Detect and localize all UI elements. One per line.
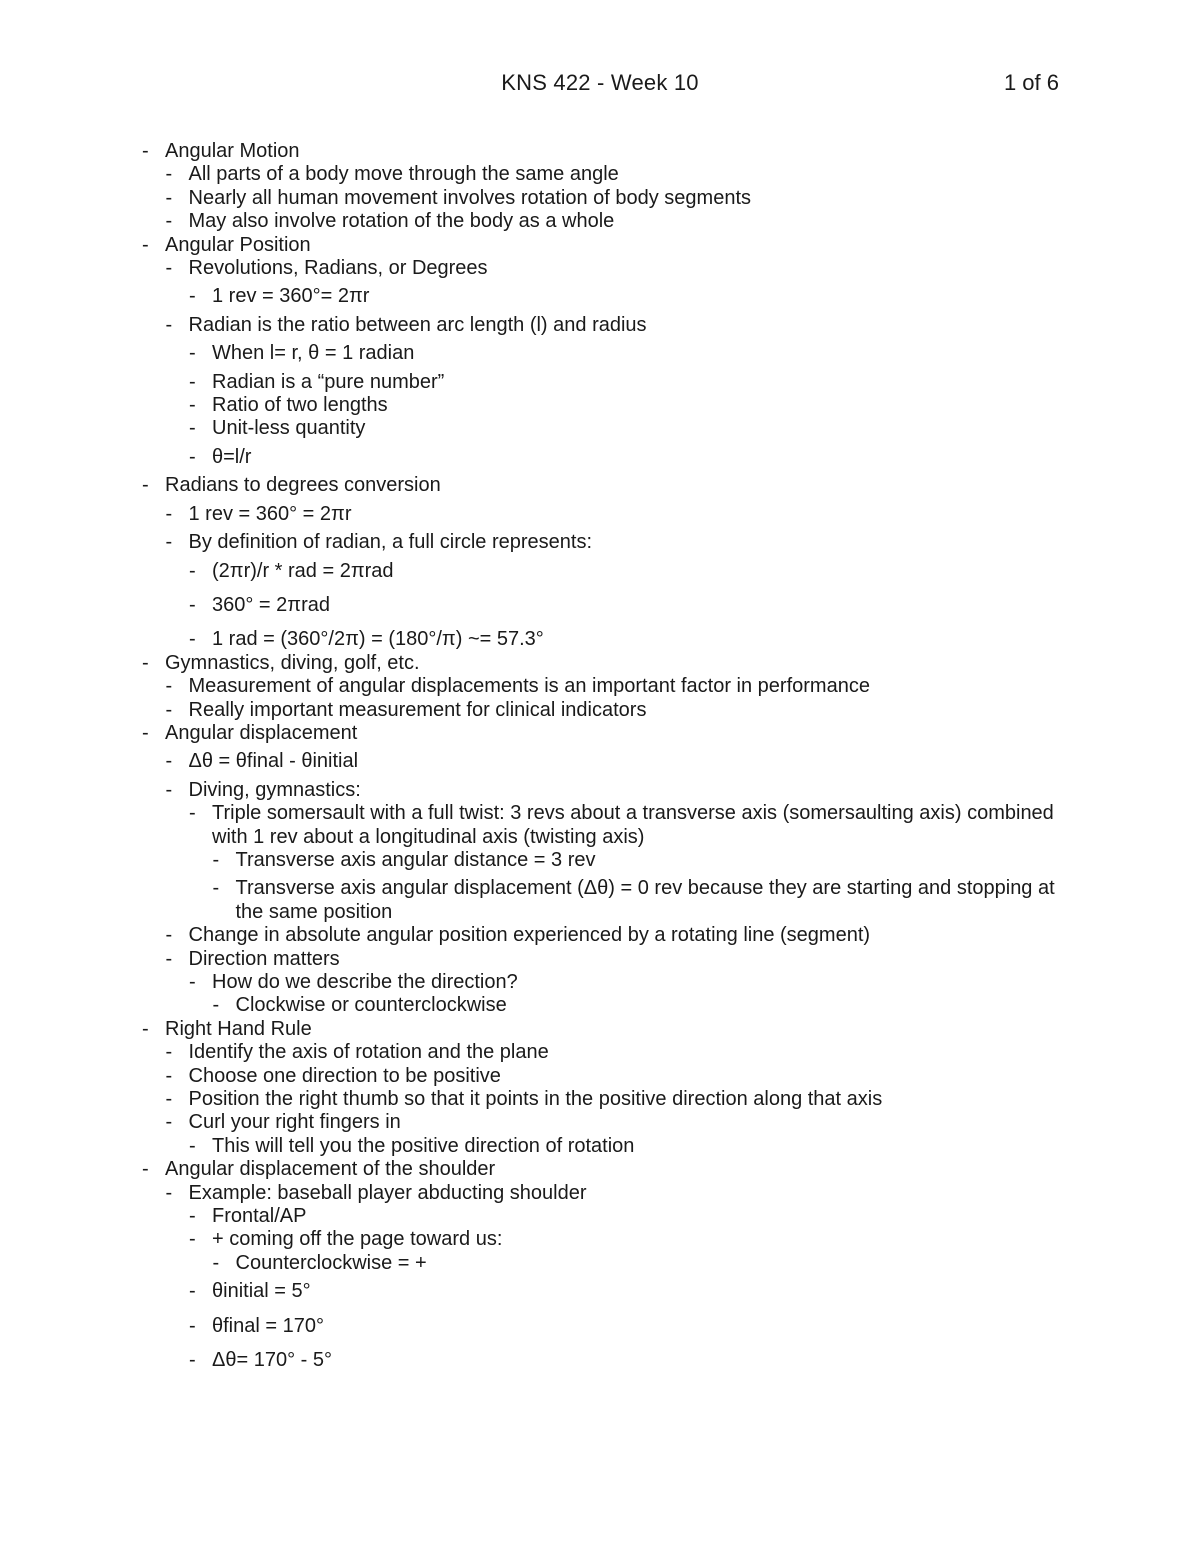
outline-item xyxy=(142,675,1072,698)
bullet-dash: - xyxy=(142,1158,149,1181)
bullet-dash: - xyxy=(212,848,220,871)
outline-text: Really important measurement for clinical indicators xyxy=(188,698,647,721)
outline-item xyxy=(142,1158,1072,1181)
outline-item xyxy=(142,474,1072,497)
outline-text: 1 rev = 360° = 2πr xyxy=(188,502,352,525)
outline-text: 1 rev = 360°= 2πr xyxy=(212,285,370,308)
outline-text: θfinal = 170° xyxy=(212,1314,324,1337)
outline-item xyxy=(142,560,1072,583)
outline-item xyxy=(142,1041,1072,1064)
outline-item xyxy=(142,1228,1072,1251)
bullet-dash: - xyxy=(142,140,149,162)
bullet-dash: - xyxy=(212,994,220,1017)
bullet-dash: - xyxy=(212,1251,220,1274)
outline-text: Angular displacement of the shoulder xyxy=(165,1158,496,1181)
outline-item xyxy=(142,1018,1072,1041)
outline-item xyxy=(142,210,1072,233)
outline-item xyxy=(142,1280,1072,1303)
outline-text: Clockwise or counterclockwise xyxy=(235,994,507,1017)
outline-text: Right Hand Rule xyxy=(165,1017,312,1040)
spacer xyxy=(142,1304,1072,1315)
bullet-dash: - xyxy=(189,593,196,616)
outline-item xyxy=(142,924,1072,947)
outline-text: Revolutions, Radians, or Degrees xyxy=(188,257,488,280)
outline-text: Counterclockwise = + xyxy=(235,1251,427,1274)
bullet-dash: - xyxy=(189,1349,196,1372)
outline-item xyxy=(142,446,1072,469)
outline-item xyxy=(142,802,1072,849)
outline-item xyxy=(142,342,1072,365)
bullet-dash: - xyxy=(189,394,196,417)
notes-outline xyxy=(142,140,1072,1373)
bullet-dash: - xyxy=(189,802,196,825)
outline-item xyxy=(142,628,1072,651)
bullet-dash: - xyxy=(165,1181,173,1204)
outline-text: Measurement of angular displacements is an important factor in performance xyxy=(188,675,870,698)
outline-item xyxy=(142,140,1072,163)
bullet-dash: - xyxy=(165,313,173,336)
bullet-dash: - xyxy=(189,1205,196,1228)
outline-item xyxy=(142,1205,1072,1228)
bullet-dash: - xyxy=(142,233,149,256)
outline-item xyxy=(142,722,1072,745)
outline-text: Position the right thumb so that it points in the positive direction along that axis xyxy=(188,1088,883,1111)
bullet-dash: - xyxy=(189,370,196,393)
outline-item xyxy=(142,503,1072,526)
outline-item xyxy=(142,394,1072,417)
outline-text: Angular Motion xyxy=(165,140,300,162)
outline-text: Radian is the ratio between arc length (l) and radius xyxy=(188,313,647,336)
bullet-dash: - xyxy=(189,417,196,440)
bullet-dash: - xyxy=(189,971,196,993)
bullet-dash: - xyxy=(189,1228,196,1251)
bullet-dash: - xyxy=(165,698,173,721)
bullet-dash: - xyxy=(165,778,173,801)
outline-item xyxy=(142,994,1072,1017)
outline-text: 1 rad = (360°/2π) = (180°/π) ~= 57.3° xyxy=(212,628,544,651)
outline-item xyxy=(142,1349,1072,1372)
bullet-dash: - xyxy=(165,675,173,698)
outline-item xyxy=(142,314,1072,337)
bullet-dash: - xyxy=(142,651,149,674)
outline-item xyxy=(142,699,1072,722)
outline-text: Angular displacement xyxy=(165,721,358,744)
outline-text: Δθ = θfinal - θinitial xyxy=(188,750,359,773)
outline-item xyxy=(142,1252,1072,1275)
outline-item xyxy=(142,971,1072,994)
bullet-dash: - xyxy=(189,342,196,365)
outline-text: (2πr)/r * rad = 2πrad xyxy=(212,559,394,582)
outline-text: Angular Position xyxy=(165,233,311,256)
outline-item xyxy=(142,163,1072,186)
bullet-dash: - xyxy=(189,628,196,651)
outline-item xyxy=(142,1088,1072,1111)
bullet-dash: - xyxy=(165,531,173,554)
outline-item xyxy=(142,1315,1072,1338)
outline-item xyxy=(142,652,1072,675)
bullet-dash: - xyxy=(165,163,173,186)
outline-item xyxy=(142,877,1072,924)
outline-item xyxy=(142,257,1072,280)
outline-text: Gymnastics, diving, golf, etc. xyxy=(165,651,420,674)
outline-text: Unit-less quantity xyxy=(212,417,366,440)
bullet-dash: - xyxy=(165,1088,173,1111)
page-title: KNS 422 - Week 10 xyxy=(501,70,699,95)
bullet-dash: - xyxy=(165,947,173,970)
outline-item xyxy=(142,531,1072,554)
outline-text: 360° = 2πrad xyxy=(212,593,330,616)
bullet-dash: - xyxy=(212,877,220,900)
outline-item xyxy=(142,779,1072,802)
outline-item xyxy=(142,285,1072,308)
outline-item xyxy=(142,417,1072,440)
outline-item xyxy=(142,187,1072,210)
outline-text: Radians to degrees conversion xyxy=(165,474,441,497)
outline-item xyxy=(142,371,1072,394)
spacer xyxy=(142,583,1072,594)
outline-item xyxy=(142,948,1072,971)
bullet-dash: - xyxy=(165,924,173,947)
outline-text: Change in absolute angular position experienced by a rotating line (segment) xyxy=(188,924,871,947)
outline-text: By definition of radian, a full circle represents: xyxy=(188,531,593,554)
outline-text: This will tell you the positive direction of rotation xyxy=(212,1134,635,1157)
bullet-dash: - xyxy=(189,559,196,582)
outline-text: Δθ= 170° - 5° xyxy=(212,1349,332,1372)
outline-text: Triple somersault with a full twist: 3 revs about a transverse axis (somersaulting axis) combined with 1 rev about a longitudinal axis (twisting axis) xyxy=(212,802,1054,848)
bullet-dash: - xyxy=(165,257,173,280)
outline-text: Ratio of two lengths xyxy=(212,394,388,417)
bullet-dash: - xyxy=(189,445,196,468)
outline-item xyxy=(142,750,1072,773)
bullet-dash: - xyxy=(165,1041,173,1064)
outline-text: When l= r, θ = 1 radian xyxy=(212,342,415,365)
bullet-dash: - xyxy=(189,1134,196,1157)
bullet-dash: - xyxy=(189,1280,196,1303)
outline-item xyxy=(142,1135,1072,1158)
outline-text: May also involve rotation of the body as a whole xyxy=(188,210,615,233)
outline-item xyxy=(142,1065,1072,1088)
outline-text: Curl your right fingers in xyxy=(188,1111,401,1134)
outline-text: Example: baseball player abducting shoulder xyxy=(188,1181,587,1204)
outline-text: θ=l/r xyxy=(212,445,252,468)
outline-item xyxy=(142,849,1072,872)
outline-text: Diving, gymnastics: xyxy=(188,778,361,801)
outline-text: Frontal/AP xyxy=(212,1205,307,1228)
outline-item xyxy=(142,1111,1072,1134)
bullet-dash: - xyxy=(189,1314,196,1337)
outline-text: Identify the axis of rotation and the plane xyxy=(188,1041,549,1064)
bullet-dash: - xyxy=(165,1064,173,1087)
outline-item xyxy=(142,1182,1072,1205)
page-number: 1 of 6 xyxy=(1003,70,1059,95)
outline-text: All parts of a body move through the same angle xyxy=(188,163,619,186)
bullet-dash: - xyxy=(142,1017,149,1040)
bullet-dash: - xyxy=(142,721,149,744)
outline-item xyxy=(142,234,1072,257)
spacer xyxy=(142,617,1072,628)
outline-text: Direction matters xyxy=(188,947,340,970)
outline-text: Transverse axis angular displacement (Δθ) = 0 rev because they are starting and stopping at the same position xyxy=(235,877,1055,923)
outline-text: Nearly all human movement involves rotation of body segments xyxy=(188,186,751,209)
outline-text: Choose one direction to be positive xyxy=(188,1064,501,1087)
outline-text: + coming off the page toward us: xyxy=(212,1228,503,1251)
outline-item xyxy=(142,594,1072,617)
bullet-dash: - xyxy=(165,1111,173,1134)
outline-text: Transverse axis angular distance = 3 rev xyxy=(235,848,596,871)
bullet-dash: - xyxy=(165,186,173,209)
spacer xyxy=(142,1338,1072,1349)
bullet-dash: - xyxy=(165,210,173,233)
bullet-dash: - xyxy=(189,285,196,308)
bullet-dash: - xyxy=(142,474,149,497)
outline-text: How do we describe the direction? xyxy=(212,971,518,993)
outline-text: Radian is a “pure number” xyxy=(212,370,445,393)
bullet-dash: - xyxy=(165,502,173,525)
outline-text: θinitial = 5° xyxy=(212,1280,311,1303)
bullet-dash: - xyxy=(165,750,173,773)
